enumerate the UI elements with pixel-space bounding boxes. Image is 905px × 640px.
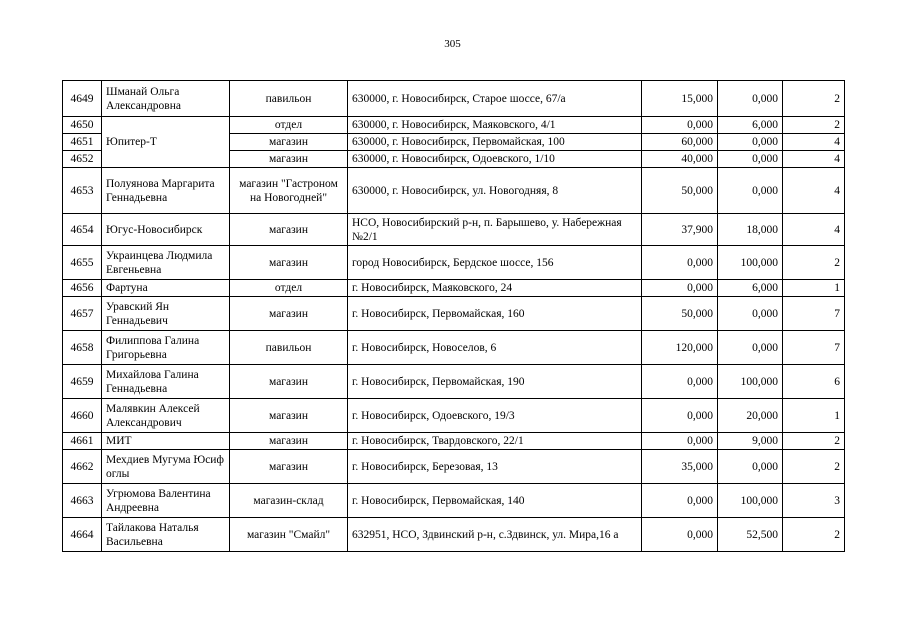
value-a: 15,000 xyxy=(642,81,718,117)
owner-name: Михайлова Галина Геннадьевна xyxy=(102,365,230,399)
value-a: 120,000 xyxy=(642,331,718,365)
object-type: магазин xyxy=(230,134,348,151)
value-b: 6,000 xyxy=(718,117,783,134)
object-type: павильон xyxy=(230,81,348,117)
address: НСО, Новосибирский р-н, п. Барышево, у. Набережная №2/1 xyxy=(348,214,642,246)
value-b: 0,000 xyxy=(718,134,783,151)
owner-name: Шманай Ольга Александровна xyxy=(102,81,230,117)
value-a: 60,000 xyxy=(642,134,718,151)
value-b: 0,000 xyxy=(718,168,783,214)
registry-table xyxy=(62,80,845,552)
value-c: 1 xyxy=(783,399,845,433)
value-c: 2 xyxy=(783,246,845,280)
object-type: отдел xyxy=(230,117,348,134)
row-number: 4655 xyxy=(63,246,102,280)
table-row xyxy=(63,297,845,331)
value-b: 0,000 xyxy=(718,331,783,365)
value-a: 0,000 xyxy=(642,117,718,134)
value-a: 0,000 xyxy=(642,399,718,433)
table-row xyxy=(63,365,845,399)
value-b: 100,000 xyxy=(718,246,783,280)
row-number: 4663 xyxy=(63,484,102,518)
value-c: 7 xyxy=(783,297,845,331)
value-a: 0,000 xyxy=(642,246,718,280)
table-row xyxy=(63,168,845,214)
owner-name: Угрюмова Валентина Андреевна xyxy=(102,484,230,518)
value-b: 100,000 xyxy=(718,484,783,518)
address: 630000, г. Новосибирск, Одоевского, 1/10 xyxy=(348,151,642,168)
value-b: 0,000 xyxy=(718,450,783,484)
value-a: 0,000 xyxy=(642,280,718,297)
value-b: 18,000 xyxy=(718,214,783,246)
row-number: 4650 xyxy=(63,117,102,134)
row-number: 4656 xyxy=(63,280,102,297)
value-c: 1 xyxy=(783,280,845,297)
table-row xyxy=(63,246,845,280)
row-number: 4662 xyxy=(63,450,102,484)
value-c: 4 xyxy=(783,151,845,168)
table-row xyxy=(63,518,845,552)
object-type: магазин "Смайл" xyxy=(230,518,348,552)
owner-name: Мехдиев Мугума Юсиф оглы xyxy=(102,450,230,484)
value-c: 2 xyxy=(783,433,845,450)
table-row xyxy=(63,280,845,297)
address: г. Новосибирск, Новоселов, 6 xyxy=(348,331,642,365)
table-row xyxy=(63,214,845,246)
object-type: магазин "Гастроном на Новогодней" xyxy=(230,168,348,214)
owner-name: Фартуна xyxy=(102,280,230,297)
value-a: 50,000 xyxy=(642,168,718,214)
value-b: 20,000 xyxy=(718,399,783,433)
value-c: 2 xyxy=(783,518,845,552)
value-b: 6,000 xyxy=(718,280,783,297)
value-a: 0,000 xyxy=(642,484,718,518)
row-number: 4658 xyxy=(63,331,102,365)
owner-name: Укpаинцева Людмила Евгеньевна xyxy=(102,246,230,280)
owner-name: Полуянова Маргарита Геннадьевна xyxy=(102,168,230,214)
object-type: магазин xyxy=(230,151,348,168)
object-type: магазин xyxy=(230,433,348,450)
value-b: 0,000 xyxy=(718,81,783,117)
value-c: 4 xyxy=(783,134,845,151)
owner-name: Юпитер-Т xyxy=(102,117,230,168)
table-row xyxy=(63,399,845,433)
row-number: 4664 xyxy=(63,518,102,552)
address: г. Новосибирск, Одоевского, 19/3 xyxy=(348,399,642,433)
address: 630000, г. Новосибирск, ул. Новогодняя, 8 xyxy=(348,168,642,214)
value-b: 0,000 xyxy=(718,151,783,168)
object-type: магазин xyxy=(230,399,348,433)
owner-name: Малявкин Алексей Александрович xyxy=(102,399,230,433)
table-row xyxy=(63,433,845,450)
address: г. Новосибирск, Первомайская, 140 xyxy=(348,484,642,518)
page-number: 305 xyxy=(444,38,461,50)
object-type: отдел xyxy=(230,280,348,297)
address: г. Новосибирск, Первомайская, 190 xyxy=(348,365,642,399)
owner-name: Югус-Новосибирск xyxy=(102,214,230,246)
table-row xyxy=(63,81,845,117)
owner-name: Уравский Ян Геннадьевич xyxy=(102,297,230,331)
value-a: 35,000 xyxy=(642,450,718,484)
object-type: магазин xyxy=(230,297,348,331)
value-c: 3 xyxy=(783,484,845,518)
address: г. Новосибирск, Твардовского, 22/1 xyxy=(348,433,642,450)
value-c: 2 xyxy=(783,81,845,117)
value-c: 7 xyxy=(783,331,845,365)
value-c: 2 xyxy=(783,450,845,484)
table-row xyxy=(63,484,845,518)
row-number: 4649 xyxy=(63,81,102,117)
value-b: 52,500 xyxy=(718,518,783,552)
value-c: 4 xyxy=(783,214,845,246)
row-number: 4651 xyxy=(63,134,102,151)
row-number: 4652 xyxy=(63,151,102,168)
address: город Новосибирск, Бердское шоссе, 156 xyxy=(348,246,642,280)
value-c: 4 xyxy=(783,168,845,214)
value-a: 40,000 xyxy=(642,151,718,168)
value-a: 50,000 xyxy=(642,297,718,331)
value-a: 0,000 xyxy=(642,365,718,399)
object-type: магазин-склад xyxy=(230,484,348,518)
value-b: 0,000 xyxy=(718,297,783,331)
value-b: 9,000 xyxy=(718,433,783,450)
address: г. Новосибирск, Первомайская, 160 xyxy=(348,297,642,331)
address: 630000, г. Новосибирск, Старое шоссе, 67/а xyxy=(348,81,642,117)
address: 630000, г. Новосибирск, Первомайская, 100 xyxy=(348,134,642,151)
row-number: 4657 xyxy=(63,297,102,331)
owner-name: Тайлакова Наталья Васильевна xyxy=(102,518,230,552)
row-number: 4661 xyxy=(63,433,102,450)
owner-name: Филиппова Галина Григорьевна xyxy=(102,331,230,365)
row-number: 4654 xyxy=(63,214,102,246)
row-number: 4660 xyxy=(63,399,102,433)
table-row xyxy=(63,450,845,484)
address: 630000, г. Новосибирск, Маяковского, 4/1 xyxy=(348,117,642,134)
value-a: 37,900 xyxy=(642,214,718,246)
value-c: 6 xyxy=(783,365,845,399)
row-number: 4659 xyxy=(63,365,102,399)
value-c: 2 xyxy=(783,117,845,134)
object-type: павильон xyxy=(230,331,348,365)
object-type: магазин xyxy=(230,450,348,484)
value-a: 0,000 xyxy=(642,518,718,552)
address: г. Новосибирск, Березовая, 13 xyxy=(348,450,642,484)
owner-name: МИТ xyxy=(102,433,230,450)
table-row xyxy=(63,117,845,134)
value-b: 100,000 xyxy=(718,365,783,399)
object-type: магазин xyxy=(230,214,348,246)
address: г. Новосибирск, Маяковского, 24 xyxy=(348,280,642,297)
object-type: магазин xyxy=(230,246,348,280)
row-number: 4653 xyxy=(63,168,102,214)
object-type: магазин xyxy=(230,365,348,399)
table-row xyxy=(63,331,845,365)
address: 632951, НСО, Здвинский р-н, с.Здвинск, ул. Мира,16 а xyxy=(348,518,642,552)
value-a: 0,000 xyxy=(642,433,718,450)
